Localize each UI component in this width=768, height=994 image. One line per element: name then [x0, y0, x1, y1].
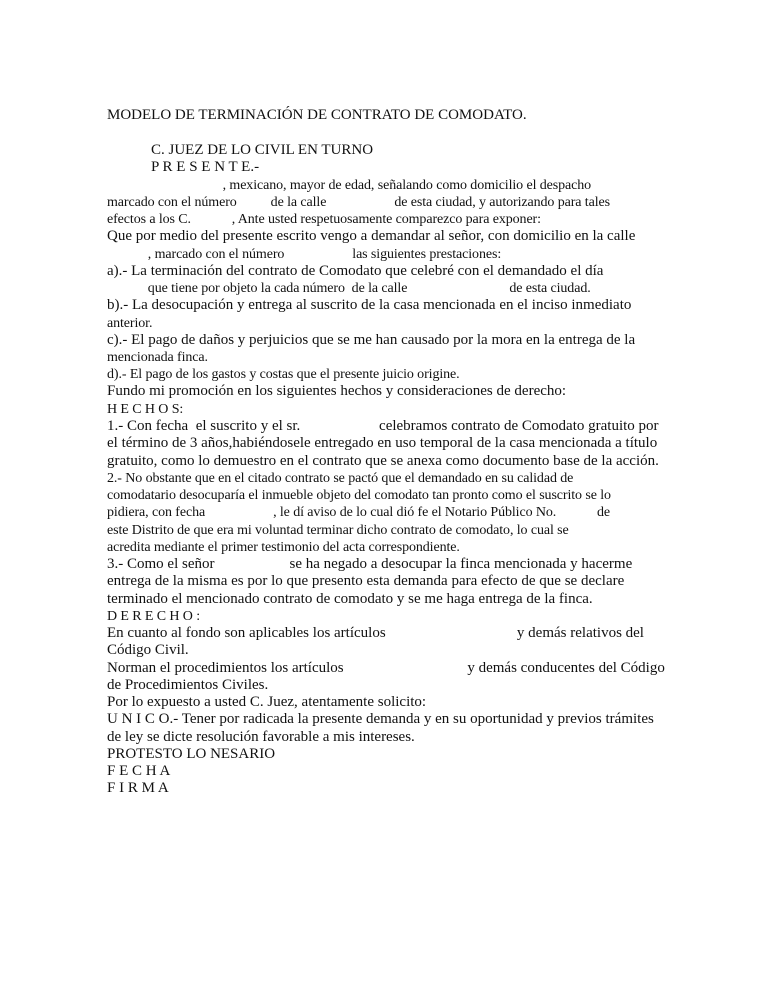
prestacion-line: anterior.	[107, 316, 153, 331]
prestacion-line: que tiene por objeto la cada número de la calle de esta ciudad.	[107, 281, 591, 296]
hechos-line: pidiera, con fecha , le dí aviso de lo cual dió fe el Notario Público No. de	[107, 505, 610, 520]
intro-line: , mexicano, mayor de edad, señalando como domicilio el despacho	[107, 178, 592, 193]
derecho-line: Código Civil.	[107, 642, 189, 658]
hechos-line: terminado el mencionado contrato de comodato y se me haga entrega de la finca.	[107, 591, 593, 607]
intro-line: Que por medio del presente escrito vengo a demandar al señor, con domicilio en la calle	[107, 228, 636, 244]
derecho-line: de Procedimientos Civiles.	[107, 677, 269, 693]
intro-line: , marcado con el número las siguientes prestaciones:	[107, 247, 502, 262]
prestacion-line: b).- La desocupación y entrega al suscrito de la casa mencionada en el inciso inmediato	[107, 297, 632, 313]
hechos-line: 3.- Como el señor se ha negado a desocupar la finca mencionada y hacerme	[107, 556, 633, 572]
hechos-line: 2.- No obstante que en el citado contrato se pactó que el demandado en su calidad de	[107, 471, 574, 486]
derecho-line: Norman el procedimientos los artículos y demás conducentes del Código	[107, 660, 665, 676]
derecho-line: U N I C O.- Tener por radicada la presente demanda y en su oportunidad y previos trámites	[107, 711, 654, 727]
fecha-line: F E C H A	[107, 763, 171, 779]
prestacion-line: a).- La terminación del contrato de Comodato que celebré con el demandado el día	[107, 263, 604, 279]
hechos-line: comodatario desocuparía el inmueble objeto del comodato tan pronto como el suscrito se lo	[107, 488, 611, 503]
hechos-line: este Distrito de que era mi voluntad terminar dicho contrato de comodato, lo cual se	[107, 523, 569, 538]
prestacion-line: Fundo mi promoción en los siguientes hechos y consideraciones de derecho:	[107, 383, 567, 399]
prestacion-line: mencionada finca.	[107, 350, 208, 365]
hechos-line: 1.- Con fecha el suscrito y el sr. celebramos contrato de Comodato gratuito por	[107, 418, 659, 434]
hechos-line: acredita mediante el primer testimonio del acta correspondiente.	[107, 540, 460, 555]
intro-line: efectos a los C. , Ante usted respetuosamente comparezco para exponer:	[107, 212, 541, 227]
protesto-line: PROTESTO LO NESARIO	[107, 746, 276, 762]
presente-line: P R E S E N T E.-	[151, 159, 260, 175]
hechos-heading: H E C H O S:	[107, 402, 184, 417]
addressee: C. JUEZ DE LO CIVIL EN TURNO	[151, 142, 374, 158]
hechos-line: el término de 3 años,habiéndosele entregado en uso temporal de la casa mencionada a título	[107, 435, 658, 451]
prestacion-line: d).- El pago de los gastos y costas que el presente juicio origine.	[107, 367, 460, 382]
derecho-line: de ley se dicte resolución favorable a mis intereses.	[107, 729, 415, 745]
hechos-line: gratuito, como lo demuestro en el contrato que se anexa como documento base de la acción.	[107, 453, 659, 469]
derecho-line: Por lo expuesto a usted C. Juez, atentamente solicito:	[107, 694, 427, 710]
derecho-heading: D E R E C H O :	[107, 609, 201, 624]
hechos-line: entrega de la misma es por lo que presento esta demanda para efecto de que se declare	[107, 573, 625, 589]
prestacion-line: c).- El pago de daños y perjuicios que se me han causado por la mora en la entrega de la	[107, 332, 636, 348]
derecho-line: En cuanto al fondo son aplicables los artículos y demás relativos del	[107, 625, 644, 641]
intro-line: marcado con el número de la calle de esta ciudad, y autorizando para tales	[107, 195, 610, 210]
firma-line: F I R M A	[107, 780, 169, 796]
document-title: MODELO DE TERMINACIÓN DE CONTRATO DE COMODATO.	[107, 107, 527, 123]
